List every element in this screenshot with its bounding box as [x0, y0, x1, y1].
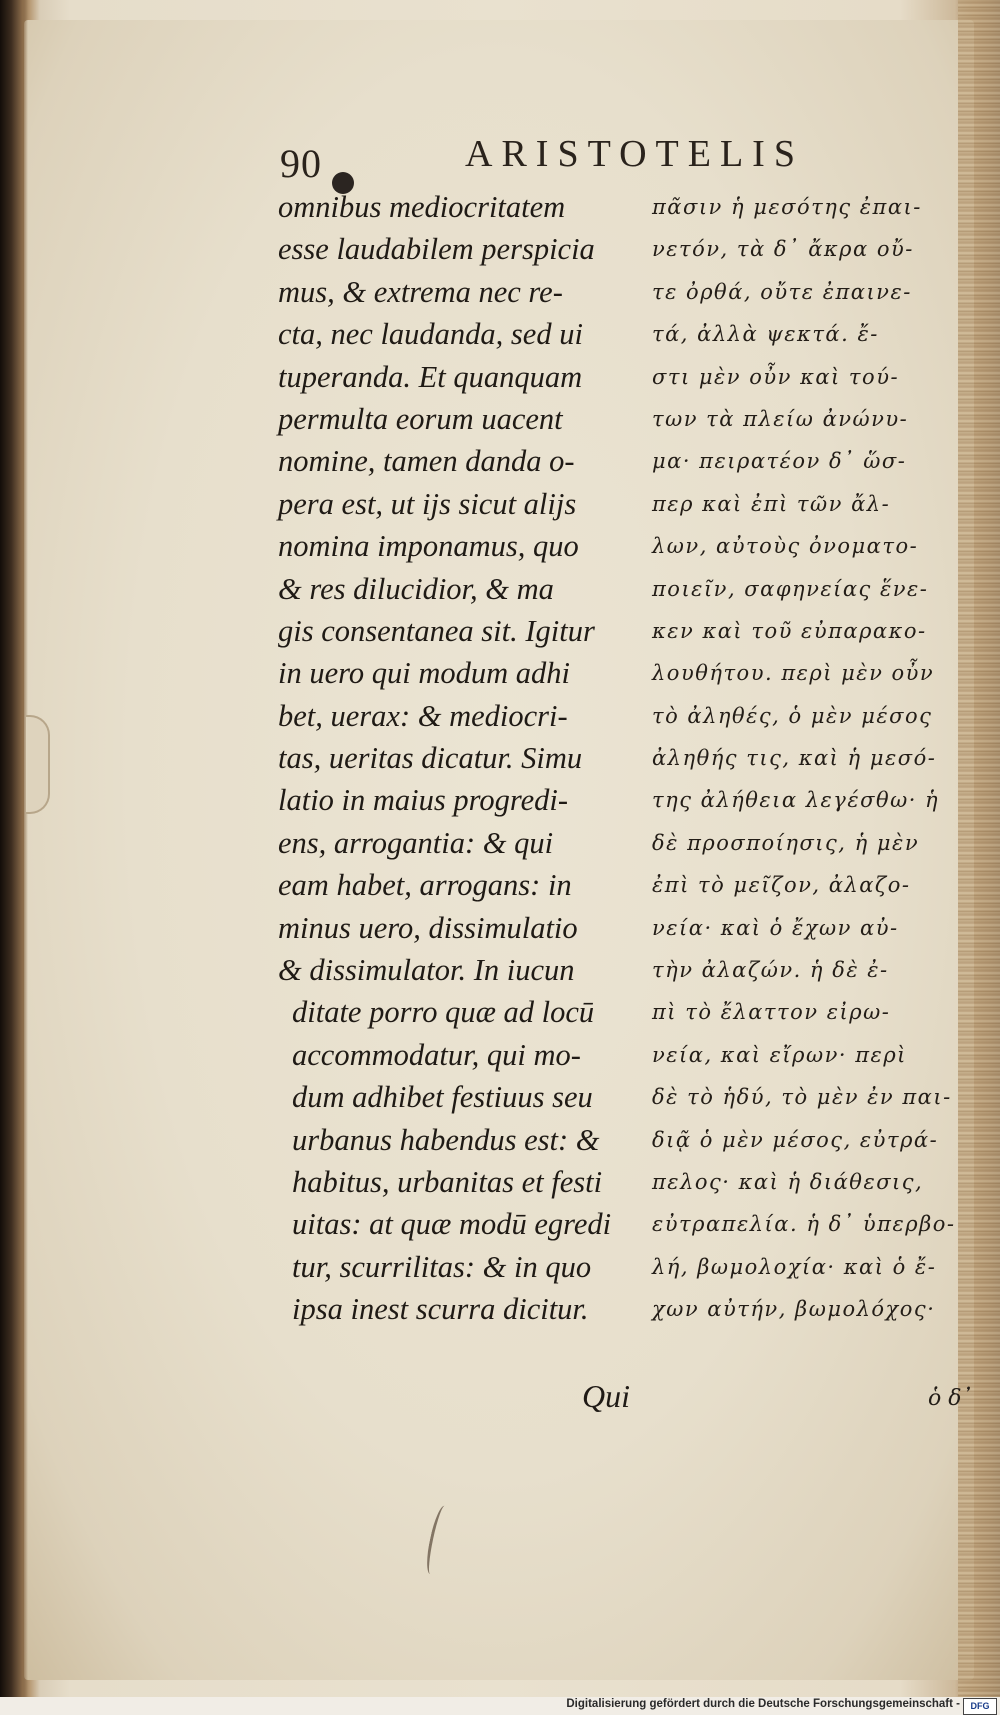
greek-text-line: νεία, καὶ εἴρων· περὶ: [652, 1042, 907, 1067]
latin-text-line: tur, scurrilitas: & in quo: [292, 1249, 592, 1284]
greek-text-line: νετόν, τὰ δ᾽ ἄκρα οὔ-: [652, 237, 914, 262]
greek-text-line: ποιεῖν, σαφηνείας ἕνε-: [652, 576, 929, 601]
latin-text-line: eam habet, arrogans: in: [278, 868, 572, 903]
greek-text-line: πᾶσιν ἡ μεσότης ἐπαι-: [652, 195, 922, 219]
greek-text-line: πελος· καὶ ἡ διάθεσις,: [652, 1169, 924, 1194]
latin-text-line: uitas: at quæ modū egredi: [292, 1207, 612, 1242]
latin-text-line: tas, ueritas dicatur. Simu: [278, 741, 583, 776]
latin-text-line: ens, arrogantia: & qui: [278, 825, 554, 860]
latin-text-line: tuperanda. Et quanquam: [278, 359, 583, 394]
latin-text-line: nomine, tamen danda o-: [278, 444, 575, 479]
latin-text-line: & dissimulator. In iucun: [278, 953, 575, 988]
page-tab-mark: [26, 715, 50, 814]
latin-text-line: mus, & extrema nec re-: [278, 274, 563, 309]
running-title: ARISTOTELIS: [465, 133, 804, 175]
greek-text-line: λων, αὐτοὺς ὀνοματο-: [652, 534, 919, 559]
latin-text-line: cta, nec laudanda, sed ui: [278, 317, 583, 352]
greek-text-line: της ἀλήθεια λεγέσθω· ἡ: [652, 788, 940, 813]
latin-catchword: Qui: [582, 1378, 630, 1414]
greek-text-line: πὶ τὸ ἔλαττον εἰρω-: [652, 1000, 891, 1025]
greek-text-line: δὲ τὸ ἡδύ, τὸ μὲν ἐν παι-: [652, 1085, 952, 1110]
latin-text-line: in uero qui modum adhi: [278, 656, 570, 691]
greek-text-line: νεία· καὶ ὁ ἔχων αὐ-: [652, 915, 899, 940]
latin-text-line: gis consentanea sit. Igitur: [278, 613, 595, 648]
digitization-footer: [0, 1697, 1000, 1715]
greek-text-line: τά, ἀλλὰ ψεκτά. ἔ-: [652, 322, 879, 347]
greek-text-line: στι μὲν οὖν καὶ τού-: [652, 364, 900, 389]
greek-text-line: τὴν ἀλαζών. ἡ δὲ ἐ-: [652, 958, 889, 983]
greek-text-line: κεν καὶ τοῦ εὐπαρακο-: [652, 618, 927, 643]
latin-text-line: minus uero, dissimulatio: [278, 910, 578, 945]
greek-text-line: λουθήτου. περὶ μὲν οὖν: [652, 661, 935, 686]
greek-text-line: διᾷ ὁ μὲν μέσος, εὐτρά-: [652, 1127, 939, 1152]
latin-text-line: permulta eorum uacent: [278, 401, 563, 436]
greek-text-line: μα· πειρατέον δ᾽ ὥσ-: [652, 449, 907, 474]
dfg-logo: DFG: [963, 1698, 997, 1715]
greek-text-line: ἐπὶ τὸ μεῖζον, ἀλαζο-: [652, 873, 911, 898]
latin-text-line: ditate porro quæ ad locū: [292, 995, 595, 1030]
greek-text-line: περ καὶ ἐπὶ τῶν ἄλ-: [652, 491, 891, 516]
latin-text-line: dum adhibet festiuus seu: [292, 1080, 593, 1115]
latin-text-line: urbanus habendus est: &: [292, 1122, 600, 1157]
greek-text-line: δὲ προσποίησις, ἡ μὲν: [652, 830, 920, 855]
greek-text-line: εὐτραπελία. ἡ δ᾽ ὑπερβο-: [652, 1212, 956, 1237]
latin-text-line: habitus, urbanitas et festi: [292, 1164, 603, 1199]
page-number: 90: [280, 141, 322, 186]
greek-text-line: ἀληθής τις, καὶ ἡ μεσό-: [652, 746, 937, 771]
latin-text-line: latio in maius progredi-: [278, 783, 569, 818]
latin-text-line: omnibus mediocritatem: [278, 190, 566, 224]
greek-column: [652, 186, 956, 1331]
latin-text-line: esse laudabilem perspicia: [278, 232, 595, 267]
page-edges: [958, 0, 1000, 1715]
greek-text-line: χων αὐτήν, βωμολόχος·: [652, 1297, 936, 1322]
latin-text-line: pera est, ut ijs sicut alijs: [278, 486, 577, 521]
latin-text-line: ipsa inest scurra dicitur.: [292, 1292, 589, 1327]
greek-text-line: των τὰ πλείω ἀνώνυ-: [652, 406, 909, 431]
footer-credit: Digitalisierung gefördert durch die Deutsche Forschungsgemeinschaft -: [566, 1698, 960, 1710]
latin-text-line: accommodatur, qui mo-: [292, 1037, 581, 1072]
latin-text-line: & res dilucidior, & ma: [278, 571, 554, 606]
greek-catchword: ὁ δ᾽: [928, 1386, 973, 1411]
page-header: [0, 132, 1000, 186]
book-gutter: [0, 0, 28, 1715]
greek-text-line: λή, βωμολοχία· καὶ ὁ ἔ-: [652, 1254, 937, 1279]
latin-column: [278, 186, 668, 1331]
greek-text-line: τε ὀρθά, οὔτε ἐπαινε-: [652, 279, 912, 304]
latin-text-line: bet, uerax: & mediocri-: [278, 698, 568, 733]
latin-text-line: nomina imponamus, quo: [278, 529, 579, 564]
greek-text-line: τὸ ἀληθές, ὁ μὲν μέσος: [652, 703, 933, 728]
